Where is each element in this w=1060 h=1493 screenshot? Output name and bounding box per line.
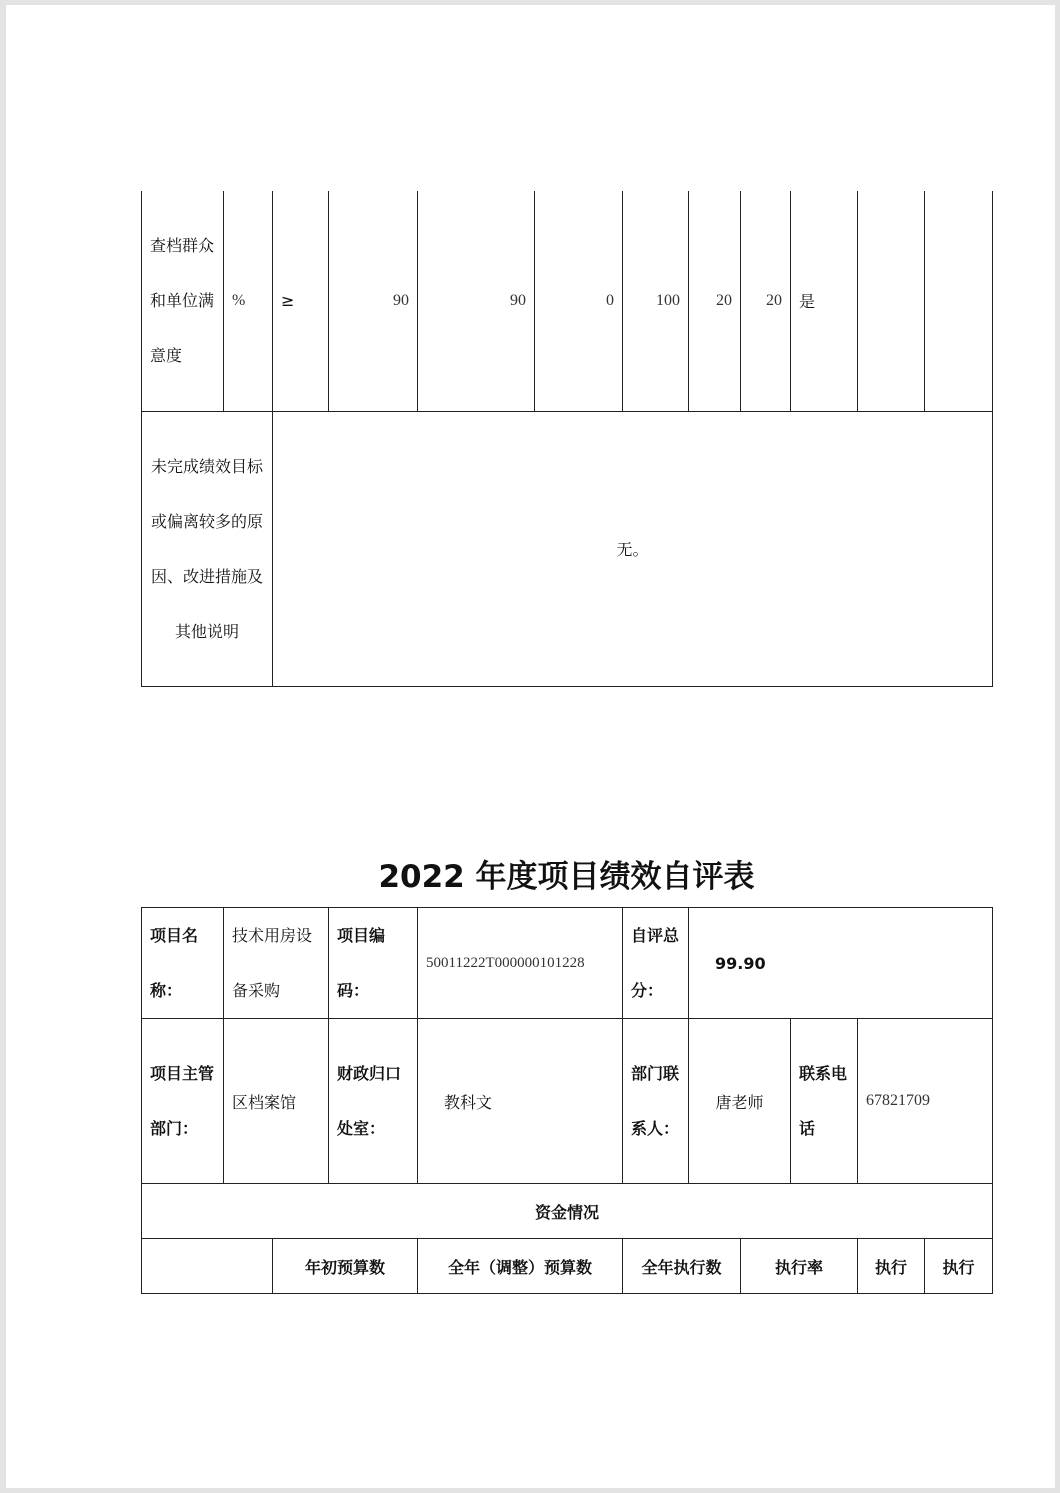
finance-dept-label: 财政归口处室：	[329, 1019, 418, 1184]
completion-rate-cell: 100	[623, 191, 689, 411]
self-evaluation-table	[141, 907, 993, 1294]
table-row	[142, 1019, 993, 1184]
self-score-value: 99.90	[689, 908, 993, 1019]
funds-header-initial-budget: 年初预算数	[273, 1239, 418, 1294]
table-row	[142, 1184, 993, 1239]
funds-section-title: 资金情况	[142, 1184, 993, 1239]
previous-table-continuation	[141, 191, 993, 687]
contact-label: 部门联系人：	[623, 1019, 689, 1184]
page-title: 2022 年度项目绩效自评表	[378, 859, 755, 895]
table-row	[142, 908, 993, 1019]
weight-cell: 20	[689, 191, 741, 411]
deviation-cell: 0	[535, 191, 623, 411]
operator-cell: ≥	[273, 191, 329, 411]
table-row	[142, 191, 993, 411]
funds-header-empty	[142, 1239, 273, 1294]
explanation-text-cell: 无。	[273, 411, 993, 686]
dept-value: 区档案馆	[224, 1019, 329, 1184]
project-code-value: 50011222T000000101228	[418, 908, 623, 1019]
funds-header-execution-rate: 执行率	[741, 1239, 858, 1294]
empty-cell	[858, 191, 925, 411]
funds-header-execution: 执行	[858, 1239, 925, 1294]
funds-header-adjusted-budget: 全年（调整）预算数	[418, 1239, 623, 1294]
table-row	[142, 411, 993, 686]
unit-cell: %	[224, 191, 273, 411]
target-value-cell: 90	[329, 191, 418, 411]
achieved-cell: 是	[791, 191, 858, 411]
empty-cell	[925, 191, 993, 411]
funds-header-annual-execution: 全年执行数	[623, 1239, 741, 1294]
explanation-label-cell: 未完成绩效目标或偏离较多的原因、改进措施及其他说明	[142, 411, 273, 686]
contact-value: 唐老师	[689, 1019, 791, 1184]
score-cell: 20	[741, 191, 791, 411]
funds-header-execution: 执行	[925, 1239, 993, 1294]
project-name-label: 项目名称：	[142, 908, 224, 1019]
funds-header-row	[142, 1239, 993, 1294]
dept-label: 项目主管部门：	[142, 1019, 224, 1184]
document-page	[6, 5, 1055, 1488]
finance-dept-value: 教科文	[418, 1019, 623, 1184]
actual-value-cell: 90	[418, 191, 535, 411]
phone-value: 67821709	[858, 1019, 993, 1184]
self-score-label: 自评总分：	[623, 908, 689, 1019]
project-code-label: 项目编码：	[329, 908, 418, 1019]
phone-label: 联系电话	[791, 1019, 858, 1184]
indicator-name-cell: 查档群众和单位满意度	[142, 191, 224, 411]
project-name-value: 技术用房设备采购	[224, 908, 329, 1019]
